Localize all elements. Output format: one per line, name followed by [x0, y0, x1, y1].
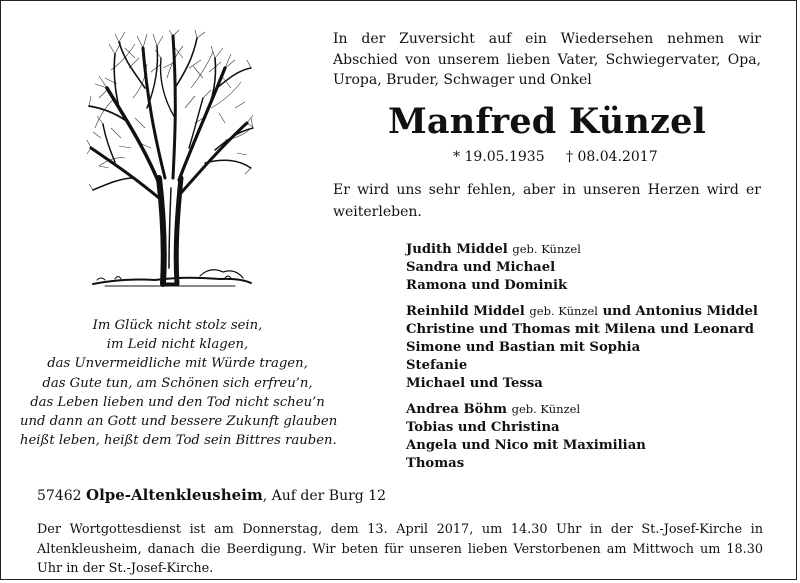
- maiden-name-note: geb. Künzel: [512, 242, 581, 256]
- service-announcement: Der Wortgottesdienst ist am Donnerstag, dem 13. April 2017, um 14.30 Uhr in der St.-Josef-Kirche in Altenkleusheim, danach die Beerdigung. Wir beten für unseren lieben Verstorbenen am Mittwoch um 18.30 Uhr in der St.-Josef-Kirche.: [37, 522, 763, 576]
- address-postcode: 57462: [37, 488, 82, 504]
- bare-tree-illustration: [85, 28, 255, 290]
- family-lead-line: [406, 302, 786, 321]
- family-member-line: Stefanie: [406, 358, 468, 374]
- family-member-line: Michael und Tessa: [406, 376, 543, 392]
- family-lead-name: Reinhild Middel: [406, 303, 525, 319]
- poem-line: Im Glück nicht stolz sein,: [92, 318, 263, 333]
- mourning-address: [37, 486, 386, 505]
- family-lead-name: Judith Middel: [406, 242, 508, 257]
- maiden-name-note: geb. Künzel: [511, 401, 581, 416]
- family-lead-spouse: und Antonius Middel: [602, 303, 758, 319]
- family-group-boehm: [406, 400, 786, 474]
- poem-line: das Unvermeidliche mit Würde tragen,: [47, 356, 308, 372]
- poem-line: das Leben lieben und den Tod nicht scheu’n: [30, 394, 325, 410]
- family-group-middel-reinhild: [406, 302, 786, 394]
- death-date: † 08.04.2017: [566, 149, 658, 165]
- birth-date: * 19.05.1935: [453, 149, 545, 165]
- poem-line: das Gute tun, am Schönen sich erfreu’n,: [42, 375, 313, 391]
- family-lead-name: Andrea Böhm: [406, 401, 507, 417]
- deceased-name: Manfred Künzel: [387, 101, 707, 142]
- intro-text: In der Zuversicht auf ein Wiedersehen nehmen wir Abschied von unserem lieben Vater, Schwiegervater, Opa, Uropa, Bruder, Schwager und Onkel: [333, 31, 761, 88]
- mourners-list: [406, 240, 786, 479]
- farewell-text: Er wird uns sehr fehlen, aber in unseren Herzen wird er weiterleben.: [333, 182, 761, 220]
- family-member-line: Simone und Bastian mit Sophia: [406, 340, 641, 356]
- poem-line: und dann an Gott und bessere Zukunft glauben: [20, 414, 338, 430]
- poem-line: im Leid nicht klagen,: [106, 337, 249, 353]
- family-member-line: Sandra und Michael: [406, 260, 556, 276]
- family-member-line: Ramona und Dominik: [406, 278, 568, 294]
- family-member-line: Angela und Nico mit Maximilian: [406, 438, 646, 454]
- family-group-middel-judith: [406, 240, 786, 296]
- family-lead-line: [406, 400, 786, 419]
- address-street: , Auf der Burg 12: [262, 488, 387, 504]
- family-lead-line: [406, 240, 786, 259]
- maiden-name-note: geb. Künzel: [529, 303, 598, 318]
- family-member-line: Thomas: [406, 456, 465, 472]
- address-city: Olpe-Altenkleusheim: [86, 486, 263, 504]
- poem-line: heißt leben, heißt dem Tod sein Bittres rauben.: [20, 433, 337, 449]
- family-member-line: Tobias und Christina: [406, 419, 560, 435]
- family-member-line: Christine und Thomas mit Milena und Leonard: [406, 321, 754, 337]
- memorial-poem: [20, 316, 338, 450]
